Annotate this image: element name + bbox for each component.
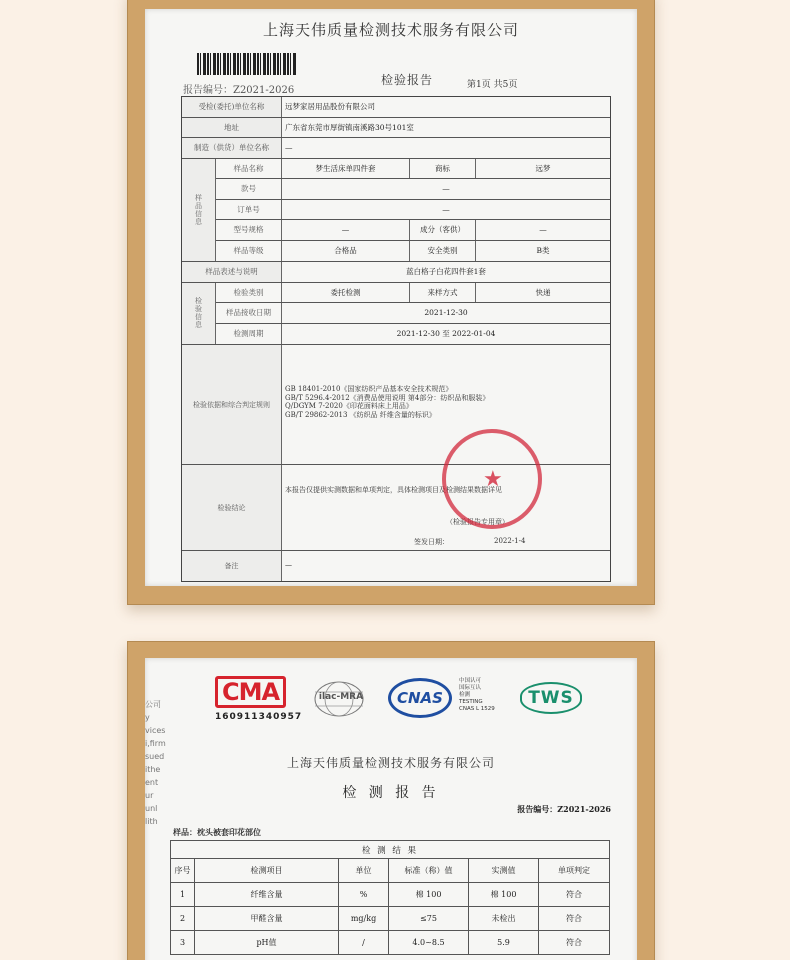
report-page-1 bbox=[145, 9, 637, 586]
scrap-text: ithe bbox=[145, 765, 161, 774]
basis-item: Q/DGYM 7-2020《印花面料床上用品》 bbox=[285, 402, 413, 410]
inspect-type-label: 检验类别 bbox=[216, 283, 282, 303]
basis-section bbox=[182, 345, 610, 465]
conclusion-section bbox=[182, 465, 610, 551]
composition-value: — bbox=[539, 225, 547, 235]
table-row bbox=[182, 138, 610, 159]
conclusion-label: 检验结论 bbox=[182, 465, 282, 550]
table-cell: 纤维含量 bbox=[195, 883, 339, 907]
period-label: 检测周期 bbox=[216, 324, 282, 345]
report-frame-top bbox=[127, 0, 655, 605]
cnas-info-line: 国际互认 bbox=[459, 685, 482, 691]
brand-label: 商标 bbox=[410, 159, 476, 179]
client-label: 受检(委托)单位名称 bbox=[182, 97, 282, 117]
table-cell: 甲醛含量 bbox=[195, 907, 339, 931]
table-row bbox=[216, 220, 610, 241]
cma-logo bbox=[215, 676, 302, 722]
order-no-label: 订单号 bbox=[216, 200, 282, 220]
table-row bbox=[182, 262, 610, 283]
conclusion-text: 本报告仅提供实测数据和单项判定，具体检测项目及检测结果数据详见 bbox=[285, 486, 502, 494]
item-no-value: — bbox=[442, 184, 450, 194]
basis-item: GB/T 5296.4-2012《消费品使用说明 第4部分：纺织品和服装》 bbox=[285, 393, 490, 402]
safety-value: B类 bbox=[536, 246, 550, 256]
table-cell: 3 bbox=[171, 931, 195, 955]
sign-date: 2022-1-4 bbox=[494, 537, 526, 545]
table-row bbox=[182, 97, 610, 118]
sampling-value: 快递 bbox=[535, 287, 551, 297]
cnas-info bbox=[459, 678, 495, 713]
safety-label: 安全类别 bbox=[410, 241, 476, 262]
table-cell: 符合 bbox=[539, 883, 610, 907]
sign-date-label: 签发日期： bbox=[414, 538, 449, 546]
remark-section bbox=[182, 551, 610, 581]
table-cell: 4.0~8.5 bbox=[389, 931, 469, 955]
basis-label: 检验依据和综合判定规则 bbox=[182, 345, 282, 464]
remark-value: — bbox=[285, 561, 292, 569]
sample-group-label: 样品信息 bbox=[182, 159, 216, 262]
sample-info-group bbox=[182, 159, 610, 263]
barcode bbox=[197, 53, 297, 75]
sampling-label: 来样方式 bbox=[410, 283, 476, 303]
grade-value: 合格品 bbox=[282, 241, 410, 262]
table-row bbox=[216, 303, 610, 324]
table-cell: 1 bbox=[171, 883, 195, 907]
cnas-info-line: TESTING bbox=[459, 699, 483, 705]
table-row bbox=[216, 283, 610, 304]
received-value: 2021-12-30 bbox=[424, 308, 468, 318]
sample-name-value: 梦生活床单四件套 bbox=[282, 159, 410, 179]
scrap-text: vices bbox=[145, 726, 166, 735]
composition-label: 成分（客供） bbox=[410, 220, 476, 240]
table-row bbox=[171, 907, 610, 931]
cma-mark: CMA bbox=[215, 676, 286, 708]
table-row bbox=[216, 200, 610, 221]
tws-logo: TWS bbox=[520, 682, 582, 714]
seal-note: （检验报告专用章） bbox=[446, 518, 509, 526]
certification-logos bbox=[145, 676, 637, 736]
address-label: 地址 bbox=[182, 118, 282, 138]
inspect-group-label: 检验信息 bbox=[182, 283, 216, 345]
table-caption: 检 测 结 果 bbox=[171, 841, 610, 859]
item-no-label: 款号 bbox=[216, 179, 282, 199]
header-cell: 标准（称）值 bbox=[389, 859, 469, 883]
page-info: 第1页 共5页 bbox=[467, 80, 518, 90]
inspect-info-group bbox=[182, 283, 610, 346]
sample-name-label: 样品名称 bbox=[216, 159, 282, 179]
table-row bbox=[216, 324, 610, 345]
report-number: 报告编号：Z2021-2026 bbox=[517, 804, 611, 814]
table-cell: 2 bbox=[171, 907, 195, 931]
table-cell: 棉 100 bbox=[389, 883, 469, 907]
header-cell: 序号 bbox=[171, 859, 195, 883]
report-title: 检验报告 bbox=[381, 73, 434, 87]
table-row bbox=[182, 118, 610, 139]
basis-list bbox=[282, 345, 610, 464]
table-cell: 5.9 bbox=[469, 931, 539, 955]
report-page-2 bbox=[145, 658, 637, 960]
company-title: 上海天伟质量检测技术服务有限公司 bbox=[286, 756, 495, 770]
maker-label: 制造（供货）单位名称 bbox=[182, 138, 282, 158]
table-cell: 符合 bbox=[539, 907, 610, 931]
results-table bbox=[170, 840, 610, 955]
client-value: 远梦家居用品股份有限公司 bbox=[285, 102, 375, 112]
cnas-info-line: CNAS L 1529 bbox=[459, 706, 495, 712]
seal-star-icon: ★ bbox=[483, 467, 503, 492]
basis-item: GB/T 29862-2013 《纺织品 纤维含量的标识》 bbox=[285, 410, 436, 419]
header-cell: 单项判定 bbox=[539, 859, 610, 883]
scrap-text: 公司 bbox=[145, 700, 161, 709]
table-cell: 未检出 bbox=[469, 907, 539, 931]
ilac-mra-logo: ilac-MRA bbox=[318, 692, 364, 702]
table-row bbox=[171, 883, 610, 907]
scrap-text: y bbox=[145, 713, 150, 722]
basis-item: GB 18401-2010《国家纺织产品基本安全技术规范》 bbox=[285, 385, 453, 393]
scrap-text: lith bbox=[145, 817, 158, 826]
table-cell: pH值 bbox=[195, 931, 339, 955]
report-frame-bottom bbox=[127, 641, 655, 960]
received-label: 样品接收日期 bbox=[216, 303, 282, 323]
scrap-text: i,firm bbox=[145, 739, 166, 748]
header-cell: 检测项目 bbox=[195, 859, 339, 883]
company-title: 上海天伟质量检测技术服务有限公司 bbox=[262, 21, 519, 39]
header-cell: 实测值 bbox=[469, 859, 539, 883]
model-label: 型号规格 bbox=[216, 220, 282, 240]
desc-value: 蓝白格子白花四件套1套 bbox=[406, 267, 486, 277]
period-value: 2021-12-30 至 2022-01-04 bbox=[396, 329, 496, 339]
report-info-table bbox=[181, 96, 611, 582]
grade-label: 样品等级 bbox=[216, 241, 282, 262]
scrap-text: sued bbox=[145, 752, 165, 761]
remark-label: 备注 bbox=[182, 551, 282, 581]
table-row bbox=[216, 179, 610, 200]
table-row bbox=[216, 241, 610, 262]
table-cell: / bbox=[339, 931, 389, 955]
table-cell: % bbox=[339, 883, 389, 907]
order-no-value: — bbox=[442, 204, 450, 214]
scrap-text: ent bbox=[145, 778, 159, 787]
cnas-info-line: 中国认可 bbox=[459, 678, 482, 684]
cma-number: 160911340957 bbox=[215, 712, 303, 722]
header-cell: 单位 bbox=[339, 859, 389, 883]
table-cell: ≤75 bbox=[389, 907, 469, 931]
inspect-type-value: 委托检测 bbox=[282, 283, 410, 303]
sample-name: 样品：枕头被套印花部位 bbox=[173, 827, 261, 837]
report-title: 检 测 报 告 bbox=[342, 785, 440, 801]
table-cell: mg/kg bbox=[339, 907, 389, 931]
table-row bbox=[171, 931, 610, 955]
scrap-text: unl bbox=[145, 804, 158, 813]
cnas-info-line: 检测 bbox=[459, 692, 471, 698]
table-cell: 符合 bbox=[539, 931, 610, 955]
scrap-text: ur bbox=[145, 791, 154, 800]
table-row bbox=[216, 159, 610, 180]
address-value: 广东省东莞市厚街镇南溪路30号101室 bbox=[285, 122, 414, 132]
brand-value: 远梦 bbox=[535, 163, 551, 173]
maker-value: — bbox=[285, 143, 293, 153]
cnas-logo: CNAS bbox=[388, 678, 452, 718]
table-header-row bbox=[171, 859, 610, 883]
table-cell: 棉 100 bbox=[469, 883, 539, 907]
desc-label: 样品表述与说明 bbox=[182, 262, 282, 282]
report-number: 报告编号：Z2021-2026 bbox=[183, 85, 295, 96]
model-value: — bbox=[282, 220, 410, 240]
